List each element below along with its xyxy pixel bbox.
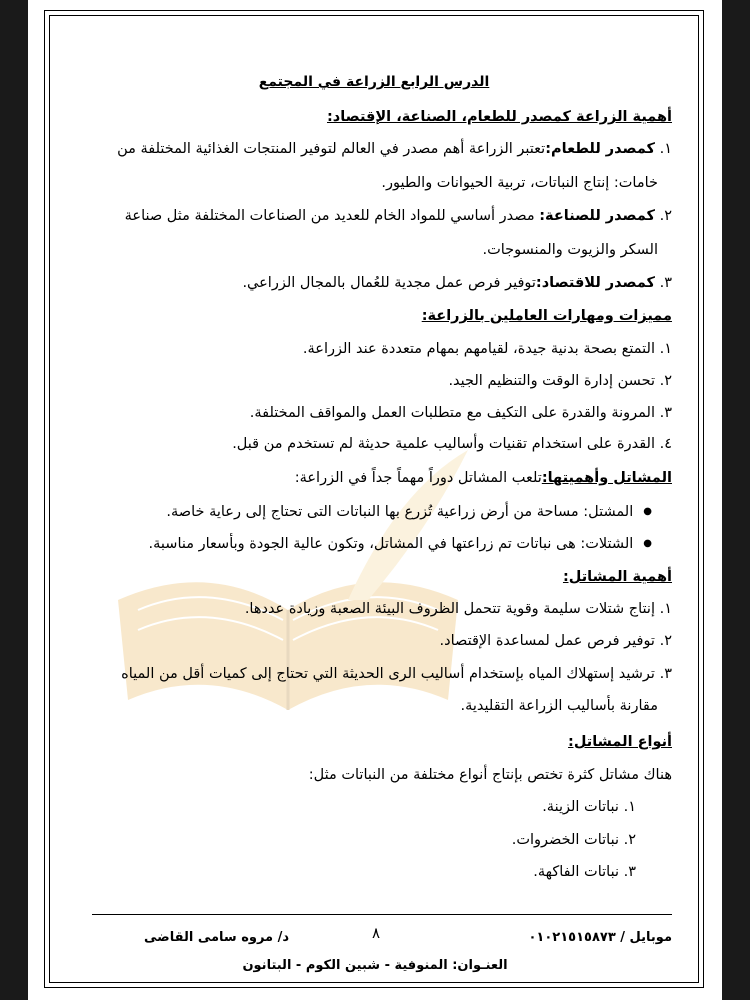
list-item-continuation: السكر والزيوت والمنسوجات. <box>482 242 658 258</box>
skills-heading: مميزات ومهارات العاملين بالزراعة: <box>421 308 672 324</box>
list-item: ١. إنتاج شتلات سليمة وقوية تتحمل الظروف البيئة الصعبة وزيادة عددها. <box>244 601 672 617</box>
bullet-item: ●المشتل: مساحة من أرض زراعية تُزرع بها النباتات التى تحتاج إلى رعاية خاصة. <box>166 504 652 520</box>
list-item-continuation: خامات: إنتاج النباتات، تربية الحيوانات والطيور. <box>381 175 658 191</box>
list-item: ٢. نباتات الخضروات. <box>511 832 636 848</box>
footer-author: د/ مروه سامى القاضى <box>144 930 290 945</box>
list-item: ٢. كمصدر للصناعة: مصدر أساسي للمواد الخام للعديد من الصناعات المختلفة مثل صناعة <box>124 208 672 224</box>
lesson-title: الدرس الرابع الزراعة في المجتمع <box>258 74 490 90</box>
list-item: ١. كمصدر للطعام:تعتبر الزراعة أهم مصدر في العالم لتوفير المنتجات الغذائية المختلفة من <box>117 141 672 157</box>
list-item: ٢. تحسن إدارة الوقت والتنظيم الجيد. <box>448 373 672 389</box>
list-item: ٢. توفير فرص عمل لمساعدة الإقتصاد. <box>439 633 672 649</box>
list-item: ٣. ترشيد إستهلاك المياه بإستخدام أساليب الرى الحديثة التي تحتاج إلى كميات أقل من المياه <box>121 666 672 682</box>
footer-phone: موبايل / ٠١٠٢١٥١٥٨٧٣ <box>528 930 672 945</box>
nurseries-heading-line: المشاتل وأهميتها:تلعب المشاتل دوراً مهماً جداً في الزراعة: <box>294 470 672 486</box>
list-item: ٣. كمصدر للاقتصاد:توفير فرص عمل مجدية للعُمال بالمجال الزراعي. <box>242 275 672 291</box>
importance-heading: أهمية الزراعة كمصدر للطعام، الصناعة، الإقتصاد: <box>327 109 672 125</box>
footer-address: العنـوان: المنوفية - شبين الكوم - البتانون <box>242 958 508 973</box>
footer <box>92 924 672 952</box>
footer-divider <box>92 914 672 915</box>
list-item-continuation: مقارنة بأساليب الزراعة التقليدية. <box>460 698 658 714</box>
page-number: ٨ <box>372 924 381 942</box>
list-item: ٤. القدرة على استخدام تقنيات وأساليب علمية حديثة لم تستخدم من قبل. <box>232 436 672 452</box>
nursery-importance-heading: أهمية المشاتل: <box>562 569 672 585</box>
list-item: ١. التمتع بصحة بدنية جيدة، لقيامهم بمهام متعددة عند الزراعة. <box>302 341 672 357</box>
nursery-types-heading: أنواع المشاتل: <box>568 734 672 750</box>
list-item: ١. نباتات الزينة. <box>542 799 636 815</box>
document-body <box>76 0 672 900</box>
bullet-item: ●الشتلات: هى نباتات تم زراعتها في المشاتل، وتكون عالية الجودة وبأسعار مناسبة. <box>148 536 652 552</box>
document-page <box>28 0 722 1000</box>
list-item: ٣. نباتات الفاكهة. <box>533 864 636 880</box>
list-item: ٣. المرونة والقدرة على التكيف مع متطلبات العمل والمواقف المختلفة. <box>249 405 672 421</box>
nursery-types-intro: هناك مشاتل كثرة تختص بإنتاج أنواع مختلفة من النباتات مثل: <box>308 767 672 783</box>
